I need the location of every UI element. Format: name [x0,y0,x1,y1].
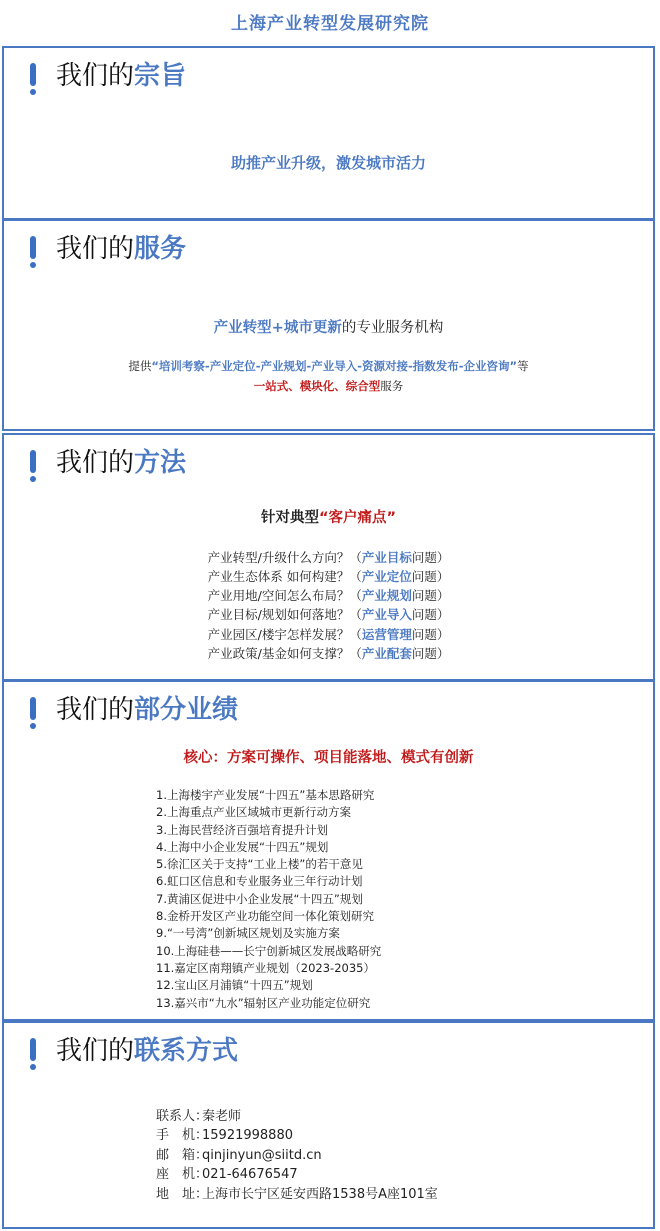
exclamation-icon [30,236,36,259]
list-item: 11.嘉定区南翔镇产业规划（2023-2035） [156,960,375,975]
list-item: 7.黄浦区促进中小企业发展“十四五”规划 [156,891,363,906]
services-line-2: 提供“培训考察-产业定位-产业规划-产业导入-资源对接-指数发布-企业咨询”等 [128,359,529,373]
contact-list [156,1107,438,1204]
contact-landline: 座 机：021-64676547 [156,1167,298,1183]
exclamation-icon [30,1038,36,1061]
services-line-1: 产业转型+城市更新的专业服务机构 [213,320,444,336]
contact-address: 地 址：上海市长宁区延安西路1538号A座101室 [156,1186,438,1202]
page-title: 上海产业转型发展研究院 [231,14,429,34]
list-item: 2.上海重点产业区域城市更新行动方案 [156,805,351,820]
list-item: 5.徐汇区关于支持“工业上楼”的若干意见 [156,857,363,872]
project-list [156,787,381,1012]
list-item: 3.上海民营经济百强培育提升计划 [156,822,328,837]
method-subtitle: 针对典型“客户痛点” [260,510,397,526]
section-title: 我们的宗旨 [30,58,186,94]
list-item: 4.上海中小企业发展“十四五”规划 [156,839,329,854]
list-item: 12.宝山区月浦镇“十四五”规划 [156,978,313,993]
section-mission [2,46,655,220]
mission-slogan: 助推产业升级，激发城市活力 [230,154,426,172]
section-services [2,219,655,431]
question-row: 产业转型/升级什么方向？（产业目标问题） [207,550,450,565]
page-header [0,0,660,44]
contact-email: 邮 箱：qinjinyun@siitd.cn [156,1147,322,1163]
list-item: 8.金桥开发区产业功能空间一体化策划研究 [156,909,374,924]
exclamation-icon [30,450,36,473]
section-title: 我们的部分业绩 [30,692,238,728]
section-contact [2,1021,655,1229]
achievements-core: 核心：方案可操作、项目能落地、模式有创新 [183,750,474,766]
services-line-3: 一站式、模块化、综合型服务 [253,379,404,393]
list-item: 9.“一号湾”创新城区规划及实施方案 [156,926,340,941]
section-method [2,433,655,681]
section-achievements [2,680,655,1021]
list-item: 10.上海硅巷——长宁创新城区发展战略研究 [156,943,382,958]
section-title: 我们的服务 [30,231,186,267]
list-item: 13.嘉兴市“九水”辐射区产业功能定位研究 [156,995,371,1010]
question-row: 产业政策/基金如何支撑？（产业配套问题） [207,646,450,661]
question-row: 产业用地/空间怎么布局？（产业规划问题） [207,588,450,603]
exclamation-icon [30,63,36,86]
question-row: 产业生态体系 如何构建？（产业定位问题） [207,569,450,584]
list-item: 1.上海楼宇产业发展“十四五”基本思路研究 [156,788,375,802]
question-row: 产业目标/规划如何落地？（产业导入问题） [207,607,450,622]
question-row: 产业园区/楼宇怎样发展？（运营管理问题） [207,627,450,642]
contact-phone: 手 机：15921998880 [156,1128,293,1144]
section-title: 我们的联系方式 [30,1033,238,1069]
exclamation-icon [30,697,36,720]
section-title: 我们的方法 [30,445,186,481]
contact-person: 联系人：秦老师 [156,1109,242,1124]
list-item: 6.虹口区信息和专业服务业三年行动计划 [156,874,363,889]
